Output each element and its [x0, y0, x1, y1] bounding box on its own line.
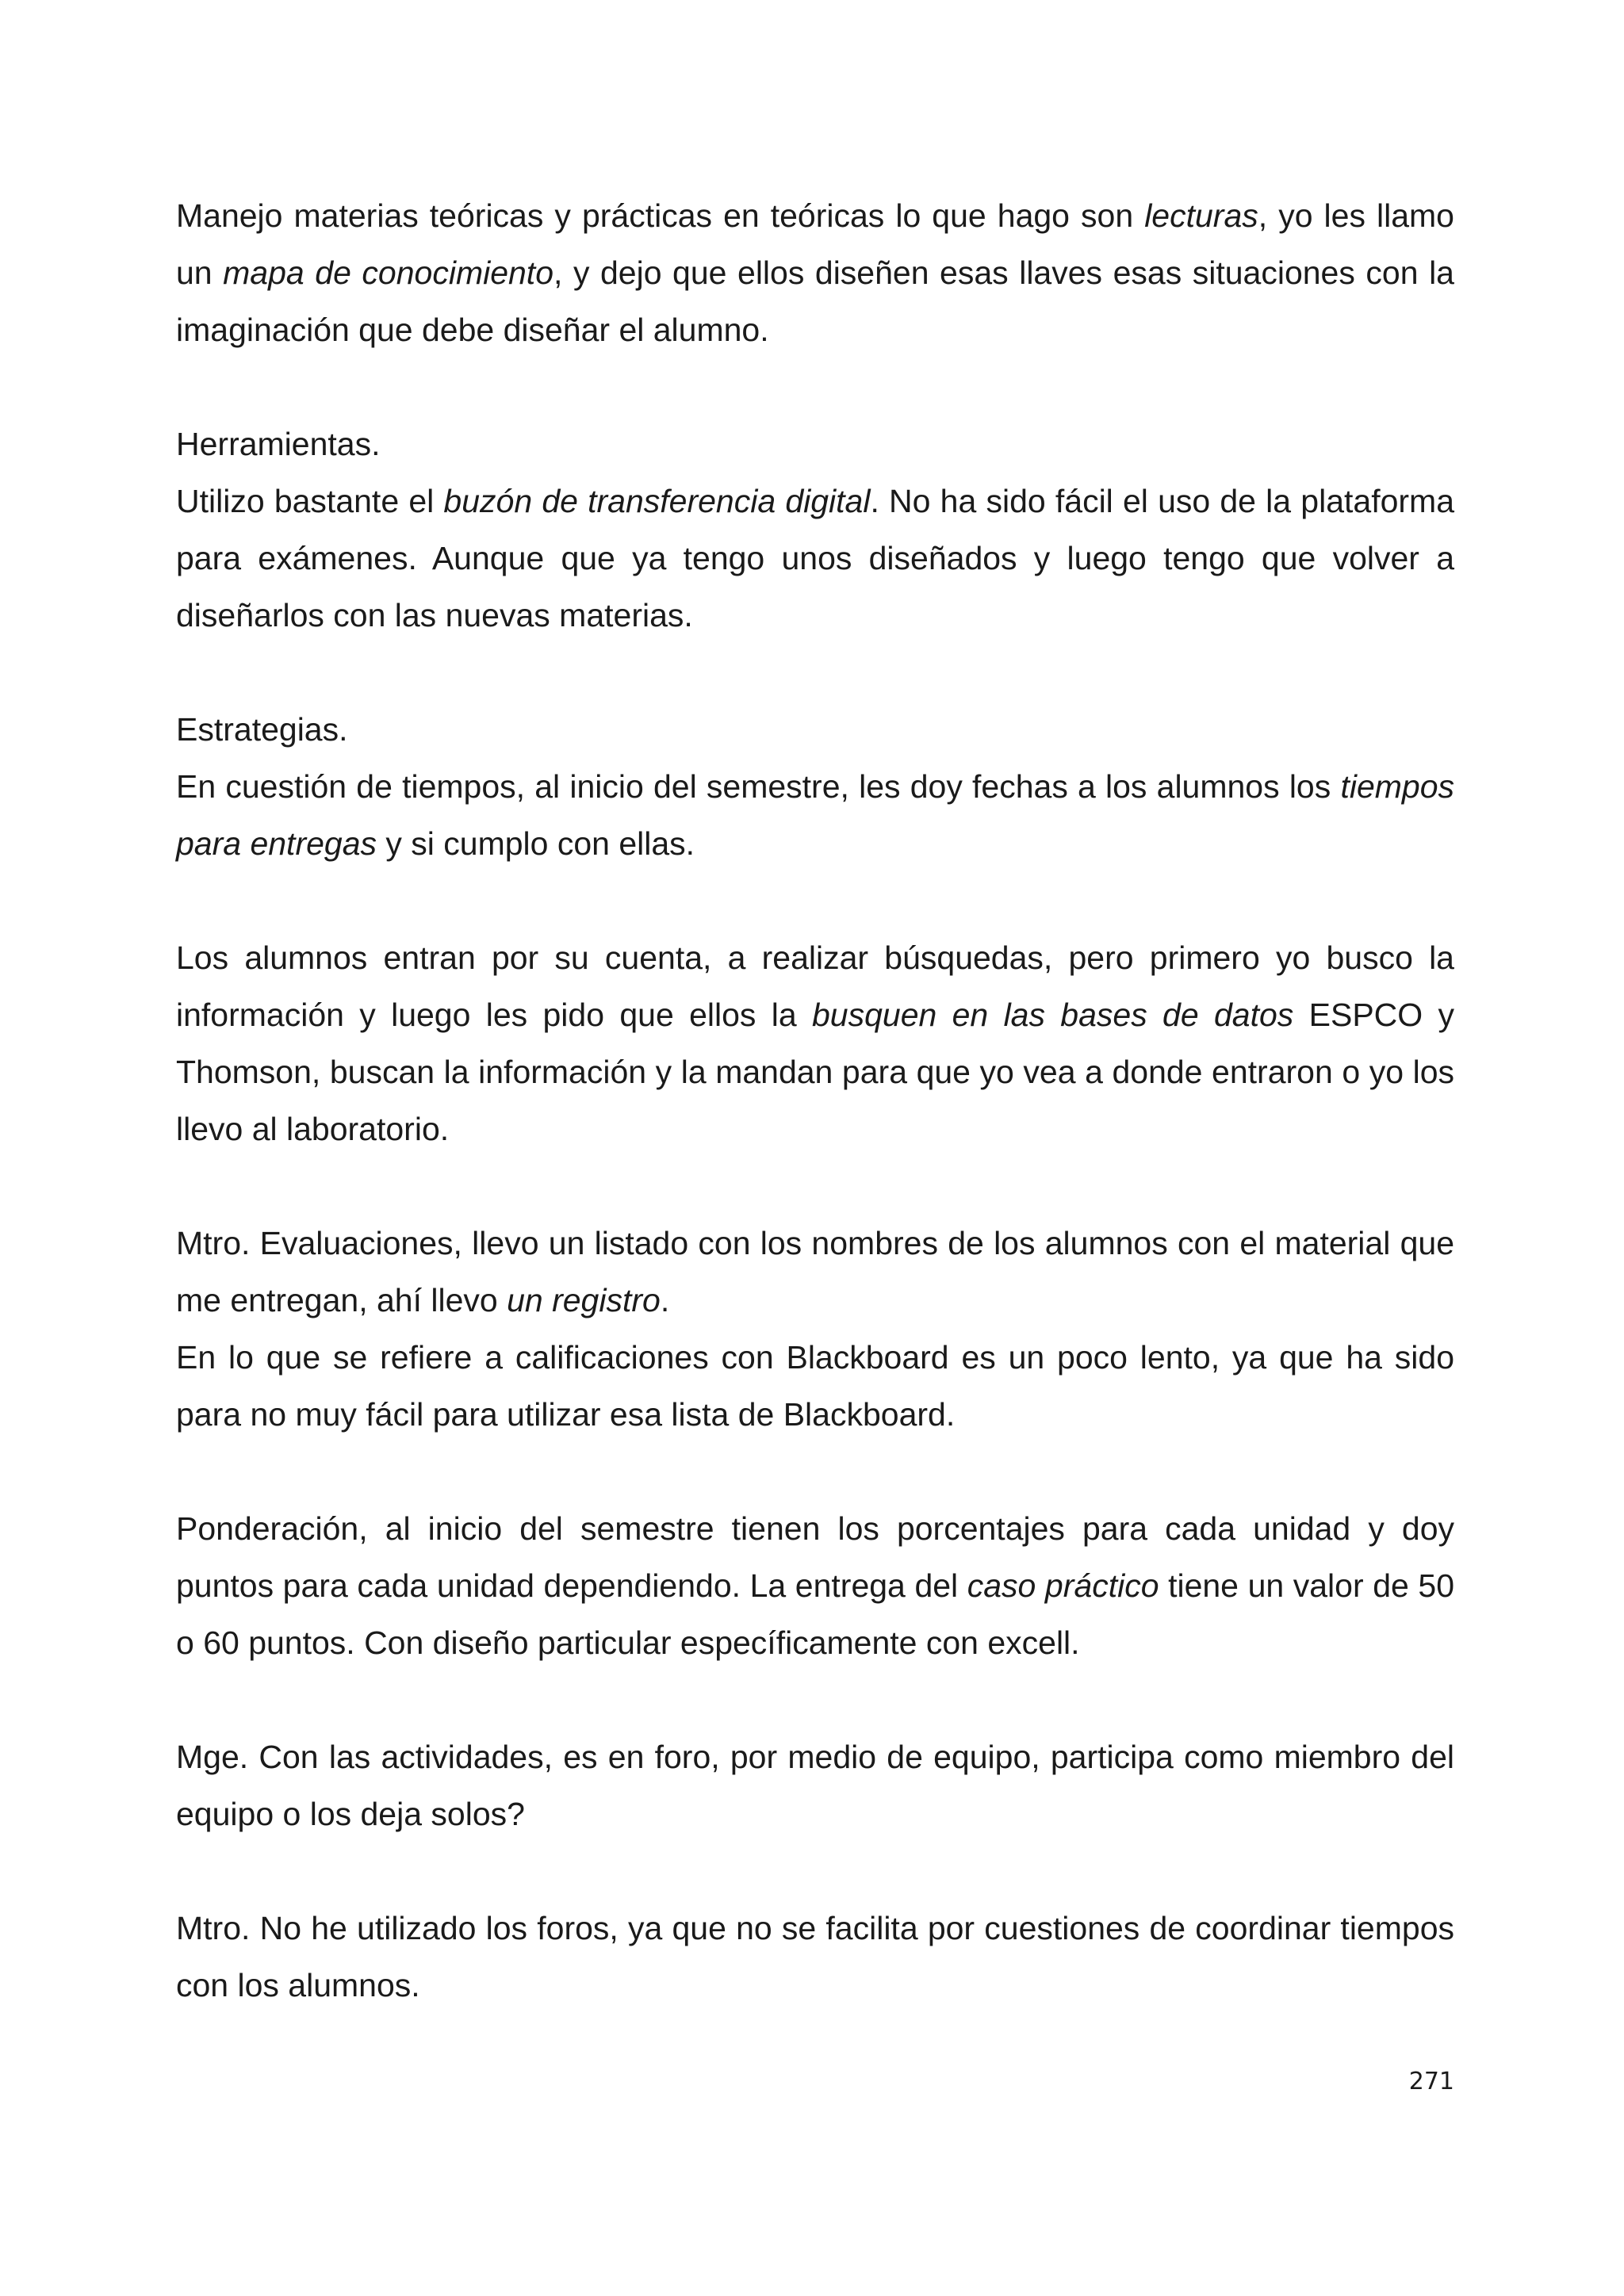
- paragraph-spacer: [176, 872, 1454, 929]
- paragraph-mge-question: [176, 1728, 1454, 1843]
- paragraph-text: , y dejo que ellos diseñen esas llaves esas situaciones con la imaginación que debe diseñar el alumno.: [176, 254, 1454, 348]
- paragraph-spacer: [176, 1843, 1454, 1900]
- paragraph-text: Ponderación, al inicio del semestre tienen los porcentajes para cada unidad y doy puntos para cada unidad dependiendo. La entrega del: [176, 1510, 1454, 1604]
- paragraph-text: Mge. Con las actividades, es en foro, por medio de equipo, participa como miembro del equipo o los deja solos?: [176, 1739, 1454, 1832]
- paragraph-spacer: [176, 358, 1454, 415]
- heading-text: Estrategias.: [176, 711, 348, 748]
- paragraph-materias: [176, 187, 1454, 358]
- paragraph-mtro-answer: [176, 1900, 1454, 2014]
- paragraph-ponderacion: [176, 1500, 1454, 1671]
- paragraph-evaluaciones: [176, 1215, 1454, 1329]
- paragraph-text: En lo que se refiere a calificaciones con Blackboard es un poco lento, ya que ha sido para no muy fácil para utilizar esa lista de Blackboard.: [176, 1339, 1454, 1433]
- paragraph-text: En cuestión de tiempos, al inicio del semestre, les doy fechas a los alumnos los: [176, 768, 1341, 805]
- paragraph-spacer: [176, 1443, 1454, 1500]
- section-heading-estrategias: [176, 701, 1454, 758]
- paragraph-text: Manejo materias teóricas y prácticas en teóricas lo que hago son: [176, 197, 1145, 234]
- paragraph-spacer: [176, 1671, 1454, 1728]
- page-number: 271: [1408, 2068, 1454, 2095]
- paragraph-busquedas: [176, 929, 1454, 1158]
- paragraph-text: tiene un valor de 50 o 60 puntos. Con diseño particular específicamente con excell.: [176, 1567, 1454, 1661]
- paragraph-text: .: [660, 1282, 670, 1318]
- document-body: [176, 187, 1454, 2014]
- paragraph-text: Mtro. No he utilizado los foros, ya que no se facilita por cuestiones de coordinar tiempos con los alumnos.: [176, 1910, 1454, 2003]
- italic-text: tiempos para entregas: [176, 768, 1454, 862]
- paragraph-text: , yo les llamo un: [176, 197, 1454, 291]
- paragraph-text: Utilizo bastante el: [176, 483, 444, 519]
- paragraph-estrategias: [176, 758, 1454, 872]
- paragraph-spacer: [176, 644, 1454, 701]
- italic-text: busquen en las bases de datos: [811, 997, 1294, 1033]
- italic-text: buzón de transferencia digital: [443, 483, 871, 519]
- heading-text: Herramientas.: [176, 426, 381, 462]
- paragraph-text: y si cumplo con ellas.: [377, 825, 695, 862]
- italic-text: un registro: [507, 1282, 661, 1318]
- paragraph-herramientas: [176, 473, 1454, 644]
- paragraph-text: Los alumnos entran por su cuenta, a realizar búsquedas, pero primero yo busco la información y luego les pido que ellos la: [176, 939, 1454, 1033]
- italic-text: lecturas: [1144, 197, 1258, 234]
- italic-text: caso práctico: [967, 1567, 1159, 1604]
- paragraph-text: . No ha sido fácil el uso de la plataforma para exámenes. Aunque que ya tengo unos diseñados y luego tengo que volver a diseñarlos con las nuevas materias.: [176, 483, 1454, 633]
- paragraph-spacer: [176, 1158, 1454, 1215]
- paragraph-calificaciones: [176, 1329, 1454, 1443]
- paragraph-text: Mtro. Evaluaciones, llevo un listado con los nombres de los alumnos con el material que me entregan, ahí llevo: [176, 1225, 1454, 1318]
- section-heading-herramientas: [176, 415, 1454, 473]
- paragraph-text: ESPCO y Thomson, buscan la información y la mandan para que yo vea a donde entraron o yo los llevo al laboratorio.: [176, 997, 1455, 1147]
- italic-text: mapa de conocimiento: [223, 254, 553, 291]
